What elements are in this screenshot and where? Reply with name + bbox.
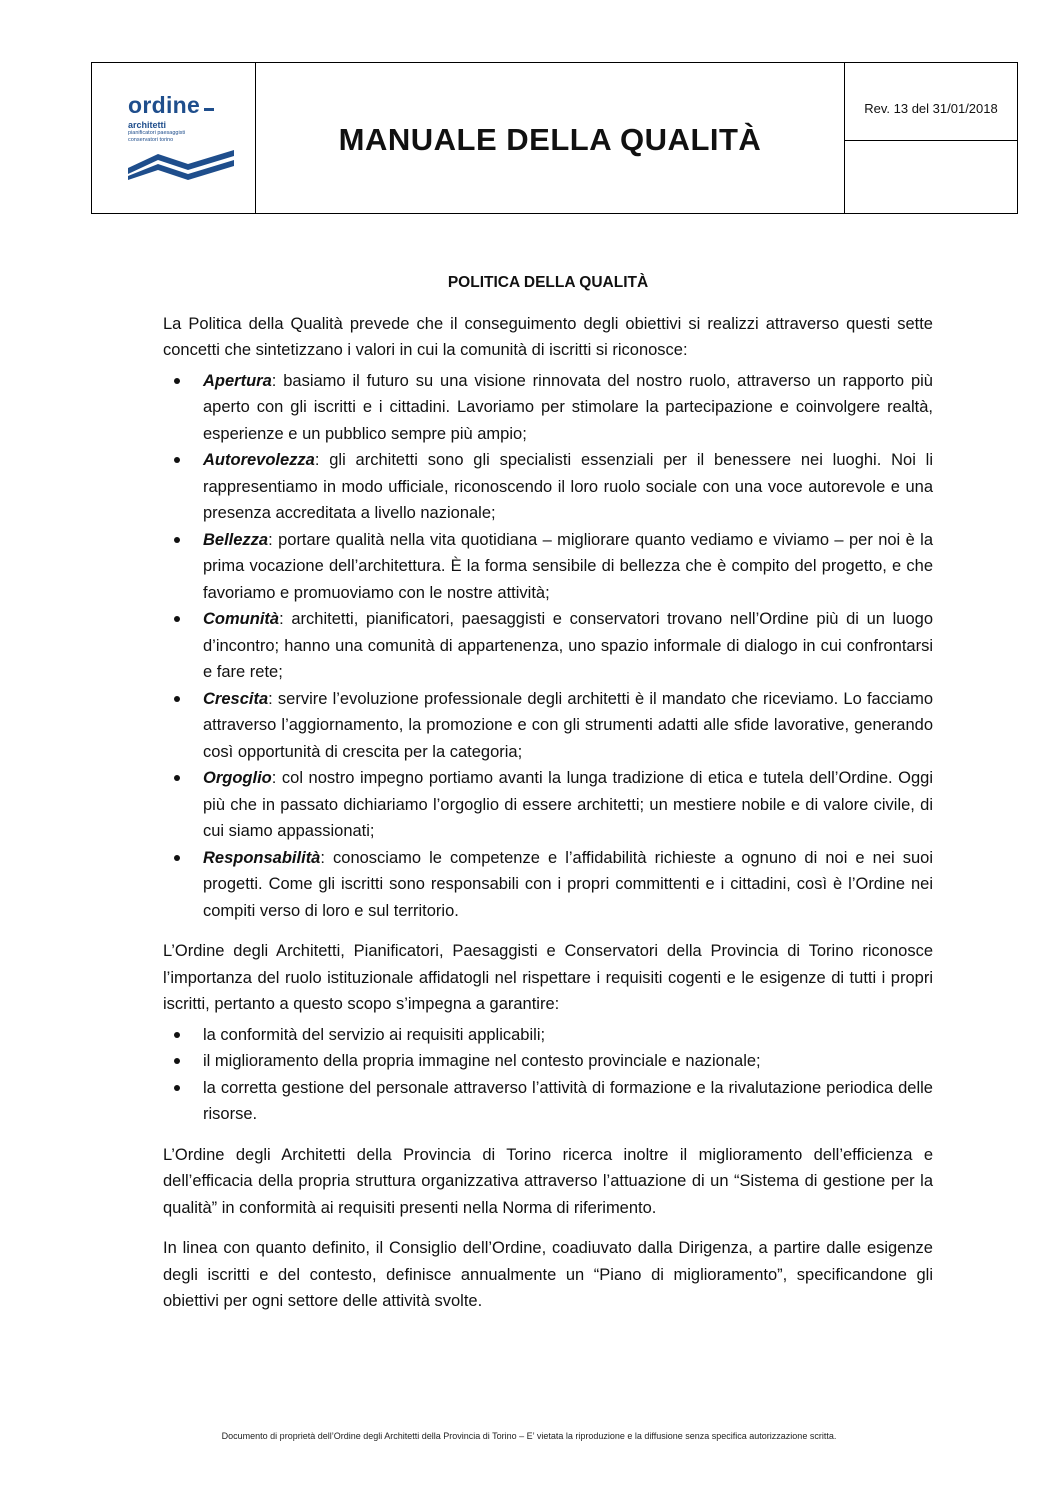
document-body (163, 270, 933, 1329)
logo-word: ordine (128, 92, 201, 118)
logo-sub2-line2: conservatori torino (128, 137, 174, 143)
commitments-list (163, 1022, 933, 1128)
intro-paragraph: La Politica della Qualità prevede che il conseguimento degli obiettivi si realizzi attraverso questi sette concetti che sintetizzano i valori in cui la comunità di iscritti si riconosce: (163, 314, 933, 359)
values-list (163, 368, 933, 925)
bullet-icon (174, 1032, 180, 1038)
value-text: : portare qualità nella vita quotidiana – migliorare quanto vediamo e viviamo – per noi è la prima vocazione dell’architettura. È la forma sensibile di bellezza che è compito del progetto, e che favoriamo e promuoviamo con le nostre attività; (203, 530, 933, 602)
value-text: : servire l’evoluzione professionale degli architetti è il mandato che riceviamo. Lo facciamo attraverso l’aggiornamento, la promozione e con gli strumenti adatti alle sfide lavorative, generando così opportunità di crescita per la categoria; (203, 689, 933, 761)
revision-cell (845, 63, 1017, 213)
bullet-icon (174, 696, 180, 702)
value-text: : gli architetti sono gli specialisti essenziali per il benessere nei luoghi. Noi li rappresentiamo in modo ufficiale, riconoscendo il loro ruolo sociale con una voce autorevole e una presenza accreditata a livello nazionale; (203, 451, 933, 522)
bullet-icon (174, 537, 180, 543)
revision-label: Rev. 13 del 31/01/2018 (845, 63, 1017, 141)
value-text: : conosciamo le competenze e l’affidabilità richieste a ognuno di noi e nei suoi progetti. Come gli iscritti sono responsabili con i propri committenti e i cittadini, così è l’Ordine nei compiti verso di loro e sul territorio. (203, 848, 933, 920)
bullet-icon (174, 457, 180, 463)
list-item (163, 527, 933, 607)
value-text: : col nostro impegno portiamo avanti la lunga tradizione di etica e tutela dell’Ordine. Oggi più che in passato dichiariamo l’orgoglio di essere architetti; un mestiere nobile e di valore civile, di cui siamo appassionati; (203, 769, 933, 840)
list-item (163, 1075, 933, 1128)
value-keyword: Orgoglio (203, 769, 272, 787)
section-title: POLITICA DELLA QUALITÀ (447, 274, 649, 291)
list-item (163, 1022, 933, 1049)
commitment-text: la corretta gestione del personale attraverso l’attività di formazione e la rivalutazione periodica delle risorse. (203, 1078, 933, 1123)
title-cell (256, 63, 845, 213)
list-item (163, 1048, 933, 1075)
logo-sub: architetti (128, 120, 167, 130)
value-keyword: Crescita (203, 689, 269, 708)
value-keyword: Comunità (203, 610, 280, 628)
list-item (163, 447, 933, 527)
logo-sub2-line1: pianificatori paesaggisti (128, 130, 186, 136)
bullet-icon (174, 855, 180, 861)
improvement-plan-paragraph: In linea con quanto definito, il Consiglio dell’Ordine, coadiuvato dalla Dirigenza, a partire dalle esigenze degli iscritti e del contesto, definisce annualmente un “Piano di miglioramento”, specificandone gli obiettivi per ogni settore delle attività svolte. (163, 1239, 933, 1310)
commitment-paragraph: L’Ordine degli Architetti, Pianificatori, Paesaggisti e Conservatori della Provincia di Torino riconosce l’importanza del ruolo istituzionale affidatogli nel rispettare i requisiti cogenti e le esigenze di tutti i propri iscritti, pertanto a questo scopo s’impegna a garantire: (163, 942, 933, 1013)
value-text: : basiamo il futuro su una visione rinnovata del nostro ruolo, attraverso un rapporto più aperto con gli iscritti e i cittadini. Lavoriamo per stimolare la partecipazione e coinvolgere realtà, esperienze e un pubblico sempre più ampio; (203, 371, 933, 443)
bullet-icon (174, 1085, 180, 1091)
value-keyword: Autorevolezza (203, 451, 315, 469)
logo-dash (204, 108, 214, 111)
commitment-text: il miglioramento della propria immagine nel contesto provinciale e nazionale; (203, 1052, 761, 1070)
logo-cell (92, 63, 256, 213)
list-item (163, 368, 933, 448)
commitment-text: la conformità del servizio ai requisiti applicabili; (203, 1025, 546, 1044)
list-item (163, 606, 933, 686)
footer-note: Documento di proprietà dell’Ordine degli Architetti della Provincia di Torino – E’ vietata la riproduzione e la diffusione senza specifica autorizzazione scritta. (221, 1431, 837, 1441)
list-item (163, 686, 933, 766)
list-item (163, 845, 933, 925)
ordine-logo (128, 93, 238, 183)
bullet-icon (174, 1058, 180, 1064)
value-keyword: Apertura (203, 371, 272, 390)
bullet-icon (174, 775, 180, 781)
value-keyword: Bellezza (203, 530, 269, 549)
bullet-icon (174, 378, 180, 384)
efficiency-paragraph: L’Ordine degli Architetti della Provincia di Torino ricerca inoltre il miglioramento dell’efficienza e dell’efficacia della propria struttura organizzativa attraverso l’attuazione di un “Sistema di gestione per la qualità” in conformità ai requisiti presenti nella Norma di riferimento. (163, 1145, 933, 1217)
document-title: MANUALE DELLA QUALITÀ (338, 122, 762, 157)
value-text: : architetti, pianificatori, paesaggisti e conservatori trovano nell’Ordine più di un luogo d’incontro; hanno una comunità di appartenenza, uno spazio informale di dialogo in cui confrontarsi e fare rete; (203, 610, 933, 681)
document-header (91, 62, 1018, 214)
list-item (163, 765, 933, 845)
value-keyword: Responsabilità (203, 848, 321, 867)
logo-wave-icon (128, 146, 234, 180)
bullet-icon (174, 616, 180, 622)
